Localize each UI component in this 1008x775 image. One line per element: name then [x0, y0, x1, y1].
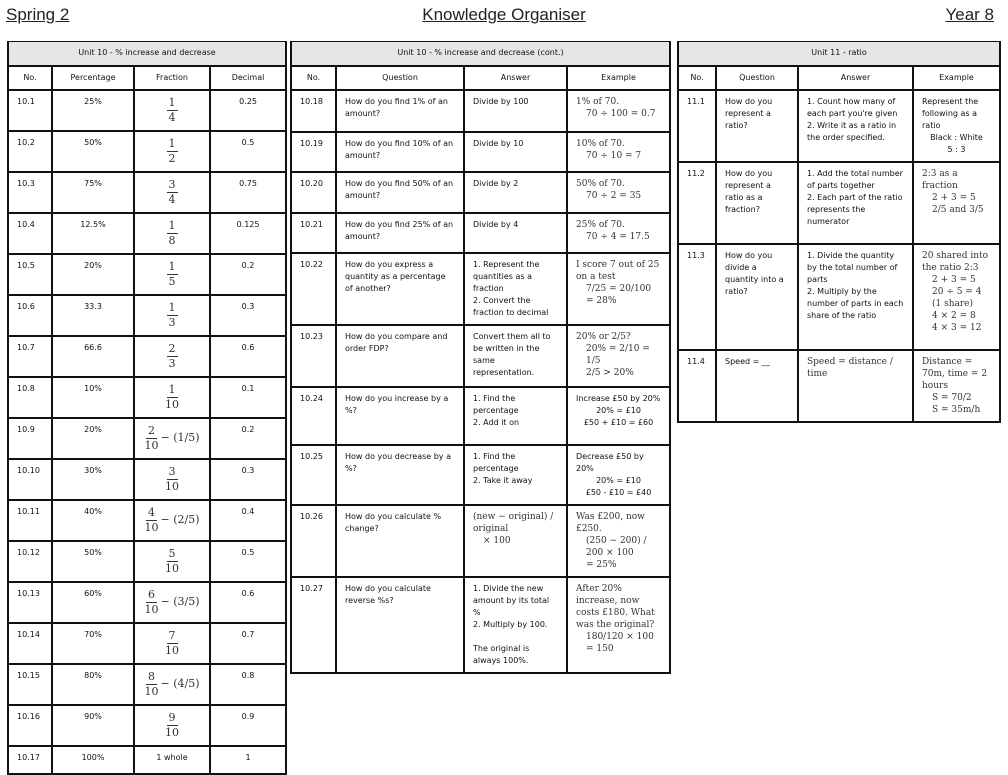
cell-no: 10.21 — [291, 213, 336, 253]
column-header: Question — [336, 66, 464, 90]
numerator: 1 — [168, 259, 176, 273]
cell-no: 10.18 — [291, 90, 336, 132]
text-line: 2. Multiply by 100. — [473, 619, 548, 629]
table-title-row — [678, 42, 1000, 66]
numerator: 5 — [168, 546, 176, 560]
table-row — [8, 746, 286, 774]
math-line: (new − original) / original — [473, 511, 554, 534]
math-line: 2 + 3 = 5 — [932, 274, 976, 285]
cell-question: How do you represent a ratio? — [716, 90, 798, 162]
cell-no: 10.15 — [8, 664, 52, 705]
cell-decimal: 0.6 — [210, 582, 286, 623]
equivalent-fraction: − (2/5) — [160, 512, 200, 526]
cell-decimal: 0.125 — [210, 213, 286, 254]
column-header: Fraction — [134, 66, 210, 90]
cell-example — [567, 505, 670, 577]
cell-answer — [464, 577, 567, 673]
table-row — [678, 244, 1000, 350]
text-line: Represent the following as a ratio — [922, 96, 979, 130]
fraction — [167, 219, 178, 248]
table-title-row — [8, 42, 286, 66]
math-line: 25% of 70. — [576, 219, 625, 230]
cell-answer — [798, 350, 913, 422]
cell-no: 10.19 — [291, 132, 336, 172]
math-line: 4 × 2 = 8 — [932, 310, 976, 321]
cell-no: 10.25 — [291, 445, 336, 505]
cell-answer — [798, 244, 913, 350]
cell-fraction — [134, 172, 210, 213]
cell-example — [567, 445, 670, 505]
cell-question: Speed = __ — [716, 350, 798, 422]
cell-question: How do you represent a ratio as a fraction? — [716, 162, 798, 244]
cell-fraction — [134, 213, 210, 254]
fraction — [165, 711, 179, 740]
cell-no: 10.11 — [8, 500, 52, 541]
cell-question: How do you decrease by a %? — [336, 445, 464, 505]
math-line: 2/5 and 3/5 — [932, 204, 984, 215]
cell-example — [567, 325, 670, 387]
equivalent-fraction: − (4/5) — [160, 676, 200, 690]
cell-question: How do you calculate reverse %s? — [336, 577, 464, 673]
table-row — [8, 582, 286, 623]
numerator: 4 — [148, 505, 155, 519]
table-title: Unit 10 - % increase and decrease — [8, 42, 286, 66]
table-row — [8, 254, 286, 295]
math-line: 180/120 × 100 = 150 — [586, 631, 654, 654]
numerator: 1 — [168, 136, 176, 150]
text-line: Decrease £50 by 20% — [576, 451, 644, 473]
text-line: 2. Add it on — [473, 417, 520, 427]
math-line: 2:3 as a fraction — [922, 168, 958, 191]
cell-percentage: 90% — [52, 705, 134, 746]
column-header: No. — [8, 66, 52, 90]
table-row — [291, 505, 670, 577]
math-line: 4 × 3 = 12 — [932, 322, 982, 333]
cell-fraction — [134, 295, 210, 336]
table-row — [291, 172, 670, 213]
table-row — [8, 90, 286, 131]
cell-percentage: 40% — [52, 500, 134, 541]
math-line: (250 − 200) / 200 × 100 — [586, 535, 647, 558]
cell-example — [567, 132, 670, 172]
table-row — [291, 325, 670, 387]
cell-decimal: 0.4 — [210, 500, 286, 541]
equivalent-fraction: − (1/5) — [160, 430, 200, 444]
table-row — [291, 213, 670, 253]
cell-answer — [798, 162, 913, 244]
cell-no: 11.4 — [678, 350, 716, 422]
column-header: Percentage — [52, 66, 134, 90]
cell-no: 10.20 — [291, 172, 336, 213]
cell-no: 10.4 — [8, 213, 52, 254]
numerator: 3 — [168, 464, 176, 478]
text-line: 1. Find the percentage — [473, 451, 519, 473]
cell-decimal: 0.8 — [210, 664, 286, 705]
table-row — [291, 90, 670, 132]
text-line: 1. Divide the new amount by its total % — [473, 583, 550, 617]
cell-percentage: 12.5% — [52, 213, 134, 254]
column-header: Decimal — [210, 66, 286, 90]
cell-fraction — [134, 336, 210, 377]
text-line: 1. Add the total number of parts together — [807, 168, 903, 190]
cell-no: 10.24 — [291, 387, 336, 445]
cell-percentage: 50% — [52, 131, 134, 172]
cell-example — [567, 253, 670, 325]
numerator: 1 — [168, 382, 176, 396]
cell-decimal: 1 — [210, 746, 286, 774]
cell-decimal: 0.3 — [210, 459, 286, 500]
numerator: 6 — [148, 587, 155, 601]
fraction — [145, 424, 159, 453]
denominator: 4 — [168, 110, 176, 124]
cell-example — [913, 162, 1000, 244]
cell-question: How do you compare and order FDP? — [336, 325, 464, 387]
cell-no: 10.7 — [8, 336, 52, 377]
cell-decimal: 0.9 — [210, 705, 286, 746]
cell-fraction — [134, 623, 210, 664]
math-line: 10% of 70. — [576, 138, 625, 149]
column-header-row — [8, 66, 286, 90]
cell-answer: Convert them all to be written in the same representation. — [464, 325, 567, 387]
math-line: S = 70/2 — [932, 392, 972, 403]
fraction — [165, 383, 179, 412]
cell-no: 10.27 — [291, 577, 336, 673]
math-line: 70 ÷ 10 = 7 — [586, 150, 642, 161]
cell-question: How do you find 1% of an amount? — [336, 90, 464, 132]
table-row — [291, 577, 670, 673]
table-row — [8, 500, 286, 541]
cell-decimal: 0.6̇ — [210, 336, 286, 377]
cell-no: 10.3 — [8, 172, 52, 213]
cell-decimal: 0.2 — [210, 418, 286, 459]
table-title: Unit 10 - % increase and decrease (cont.) — [291, 42, 670, 66]
cell-fraction — [134, 418, 210, 459]
math-line: 1% of 70. — [576, 96, 620, 107]
math-line: 20% or 2/5? — [576, 331, 631, 342]
table-row — [291, 445, 670, 505]
text-line: 2. Each part of the ratio represents the numerator — [807, 192, 903, 226]
cell-percentage: 75% — [52, 172, 134, 213]
math-line: Was £200, now £250. — [576, 511, 645, 534]
text-line: Black : White — [930, 132, 983, 142]
column-header: Example — [567, 66, 670, 90]
text-line: 1. Count how many of each part you're given — [807, 96, 898, 118]
cell-fraction — [134, 500, 210, 541]
table-row — [8, 623, 286, 664]
cell-answer — [798, 90, 913, 162]
ratio-table — [677, 41, 1001, 423]
numerator: 1 — [168, 218, 176, 232]
numerator: 2 — [168, 341, 176, 355]
percent-questions-table — [290, 41, 671, 674]
cell-example — [913, 350, 1000, 422]
math-line: Distance = 70m, time = 2 hours — [922, 356, 988, 391]
numerator: 9 — [168, 710, 176, 724]
cell-answer: Divide by 100 — [464, 90, 567, 132]
table-row — [8, 541, 286, 582]
cell-question: How do you calculate % change? — [336, 505, 464, 577]
table-row — [291, 253, 670, 325]
cell-no: 10.6 — [8, 295, 52, 336]
cell-percentage: 50% — [52, 541, 134, 582]
cell-fraction — [134, 664, 210, 705]
column-header: Question — [716, 66, 798, 90]
cell-answer — [464, 387, 567, 445]
cell-percentage: 33.3̇ — [52, 295, 134, 336]
cell-fraction — [134, 90, 210, 131]
fraction — [165, 465, 179, 494]
text-line: 2. Take it away — [473, 475, 533, 485]
cell-percentage: 20% — [52, 418, 134, 459]
denominator: 8 — [168, 233, 176, 247]
text-line: 1. Represent the quantities as a fraction — [473, 259, 540, 293]
cell-percentage: 100% — [52, 746, 134, 774]
math-line: 20 ÷ 5 = 4 (1 share) — [932, 286, 982, 309]
cell-fraction — [134, 705, 210, 746]
fraction — [165, 547, 179, 576]
cell-no: 11.2 — [678, 162, 716, 244]
table-row — [8, 459, 286, 500]
text-line: £50 - £10 = £40 — [585, 487, 652, 497]
table-row — [8, 418, 286, 459]
cell-fraction — [134, 582, 210, 623]
text-line: Increase £50 by 20% — [576, 393, 661, 403]
cell-no: 10.5 — [8, 254, 52, 295]
table-row — [8, 705, 286, 746]
cell-decimal: 0.1 — [210, 377, 286, 418]
table-row — [8, 336, 286, 377]
cell-question: How do you divide a quantity into a ratio? — [716, 244, 798, 350]
table-row — [291, 132, 670, 172]
term-label: Spring 2 — [6, 5, 70, 24]
cell-question: How do you find 50% of an amount? — [336, 172, 464, 213]
cell-fraction: 1 whole — [134, 746, 210, 774]
table-row — [8, 131, 286, 172]
cell-no: 10.2 — [8, 131, 52, 172]
cell-example — [567, 213, 670, 253]
fraction — [167, 260, 178, 289]
fraction — [167, 301, 178, 330]
math-line: 70 ÷ 4 = 17.5 — [586, 231, 650, 242]
math-line: I score 7 out of 25 on a test — [576, 259, 660, 282]
page-title: Knowledge Organiser — [422, 5, 586, 24]
cell-percentage: 10% — [52, 377, 134, 418]
math-line: After 20% increase, now costs £180. What was the original? — [576, 583, 655, 630]
cell-no: 10.13 — [8, 582, 52, 623]
cell-no: 10.23 — [291, 325, 336, 387]
cell-percentage: 30% — [52, 459, 134, 500]
numerator: 1 — [168, 95, 176, 109]
numerator: 1 — [168, 300, 176, 314]
cell-question: How do you find 25% of an amount? — [336, 213, 464, 253]
text-line: 2. Write it as a ratio in the order specified. — [807, 120, 897, 142]
column-header: No. — [291, 66, 336, 90]
text-line: £50 + £10 = £60 — [583, 417, 654, 427]
table-row — [678, 162, 1000, 244]
denominator: 10 — [165, 725, 179, 739]
cell-no: 10.10 — [8, 459, 52, 500]
math-line: 20 shared into the ratio 2:3 — [922, 250, 989, 273]
text-line: 1. Find the percentage — [473, 393, 519, 415]
cell-answer: Divide by 2 — [464, 172, 567, 213]
fraction — [145, 506, 159, 535]
cell-answer — [464, 253, 567, 325]
cell-example — [567, 387, 670, 445]
denominator: 10 — [144, 602, 159, 616]
cell-fraction — [134, 254, 210, 295]
cell-no: 10.12 — [8, 541, 52, 582]
cell-example — [913, 244, 1000, 350]
cell-percentage: 80% — [52, 664, 134, 705]
cell-fraction — [134, 377, 210, 418]
text-line: 1. Divide the quantity by the total number of parts — [807, 250, 898, 284]
table-row — [8, 377, 286, 418]
cell-question: How do you increase by a %? — [336, 387, 464, 445]
column-header-row — [291, 66, 670, 90]
cell-no: 10.9 — [8, 418, 52, 459]
column-header: Answer — [464, 66, 567, 90]
cell-decimal: 0.25 — [210, 90, 286, 131]
fraction — [145, 588, 159, 617]
cell-no: 10.22 — [291, 253, 336, 325]
denominator: 4 — [168, 192, 176, 206]
math-line: 2/5 > 20% — [586, 367, 634, 378]
column-header: Answer — [798, 66, 913, 90]
denominator: 10 — [165, 397, 179, 411]
cell-percentage: 25% — [52, 90, 134, 131]
cell-decimal: 0.5 — [210, 541, 286, 582]
math-line: 20% = 2/10 = 1/5 — [586, 343, 650, 366]
cell-fraction — [134, 459, 210, 500]
table-title-row — [291, 42, 670, 66]
cell-decimal: 0.3̇ — [210, 295, 286, 336]
denominator: 5 — [168, 274, 176, 288]
cell-question: How do you express a quantity as a percentage of another? — [336, 253, 464, 325]
math-line: × 100 — [483, 535, 511, 546]
fraction — [145, 670, 159, 699]
denominator: 10 — [144, 438, 159, 452]
denominator: 2 — [168, 151, 176, 165]
cell-no: 10.8 — [8, 377, 52, 418]
equivalent-fraction: − (3/5) — [160, 594, 200, 608]
math-line: S = 35m/h — [932, 404, 981, 415]
cell-percentage: 66.6̇ — [52, 336, 134, 377]
math-line: Speed = distance / time — [807, 356, 893, 379]
fraction — [167, 178, 178, 207]
denominator: 3 — [168, 315, 176, 329]
cell-example — [913, 90, 1000, 162]
fdp-table — [7, 41, 287, 775]
year-label: Year 8 — [945, 5, 994, 24]
table-row — [8, 664, 286, 705]
text-line: 5 : 3 — [947, 144, 966, 154]
numerator: 7 — [168, 628, 176, 642]
math-line: 50% of 70. — [576, 178, 625, 189]
denominator: 10 — [165, 561, 179, 575]
table-row — [678, 90, 1000, 162]
cell-decimal: 0.75 — [210, 172, 286, 213]
fraction — [167, 137, 178, 166]
text-line: 20% = £10 — [596, 475, 641, 485]
cell-no: 10.17 — [8, 746, 52, 774]
cell-no: 10.14 — [8, 623, 52, 664]
table-row — [291, 387, 670, 445]
column-header: No. — [678, 66, 716, 90]
cell-answer: Divide by 10 — [464, 132, 567, 172]
numerator: 2 — [148, 423, 155, 437]
denominator: 10 — [144, 684, 159, 698]
cell-answer — [464, 445, 567, 505]
cell-decimal: 0.2 — [210, 254, 286, 295]
math-line: 70 ÷ 100 = 0.7 — [586, 108, 656, 119]
text-line: 20% = £10 — [596, 405, 641, 415]
cell-percentage: 60% — [52, 582, 134, 623]
table-title: Unit 11 - ratio — [678, 42, 1000, 66]
text-line — [473, 631, 558, 643]
cell-example — [567, 90, 670, 132]
fraction — [165, 629, 179, 658]
math-line: = 25% — [586, 559, 617, 570]
denominator: 10 — [165, 479, 179, 493]
cell-no: 10.16 — [8, 705, 52, 746]
cell-no: 11.1 — [678, 90, 716, 162]
cell-question: How do you find 10% of an amount? — [336, 132, 464, 172]
cell-example — [567, 172, 670, 213]
cell-decimal: 0.7 — [210, 623, 286, 664]
numerator: 3 — [168, 177, 176, 191]
cell-example — [567, 577, 670, 673]
fraction — [167, 96, 178, 125]
table-row — [678, 350, 1000, 422]
cell-answer: Divide by 4 — [464, 213, 567, 253]
cell-no: 10.26 — [291, 505, 336, 577]
fraction — [167, 342, 178, 371]
denominator: 10 — [165, 643, 179, 657]
column-header: Example — [913, 66, 1000, 90]
math-line: 7/25 = 20/100 = 28% — [586, 283, 652, 306]
cell-fraction — [134, 131, 210, 172]
denominator: 3 — [168, 356, 176, 370]
denominator: 10 — [144, 520, 159, 534]
cell-percentage: 70% — [52, 623, 134, 664]
cell-fraction — [134, 541, 210, 582]
cell-no: 11.3 — [678, 244, 716, 350]
numerator: 8 — [148, 669, 155, 683]
math-line: 2 + 3 = 5 — [932, 192, 976, 203]
text-line: The original is always 100%. — [473, 643, 530, 665]
cell-percentage: 20% — [52, 254, 134, 295]
cell-no: 10.1 — [8, 90, 52, 131]
table-row — [8, 295, 286, 336]
math-line: 70 ÷ 2 = 35 — [586, 190, 642, 201]
table-row — [8, 172, 286, 213]
cell-answer — [464, 505, 567, 577]
column-header-row — [678, 66, 1000, 90]
table-row — [8, 213, 286, 254]
text-line: 2. Convert the fraction to decimal — [473, 295, 549, 317]
cell-decimal: 0.5 — [210, 131, 286, 172]
text-line: 2. Multiply by the number of parts in each share of the ratio — [807, 286, 904, 320]
